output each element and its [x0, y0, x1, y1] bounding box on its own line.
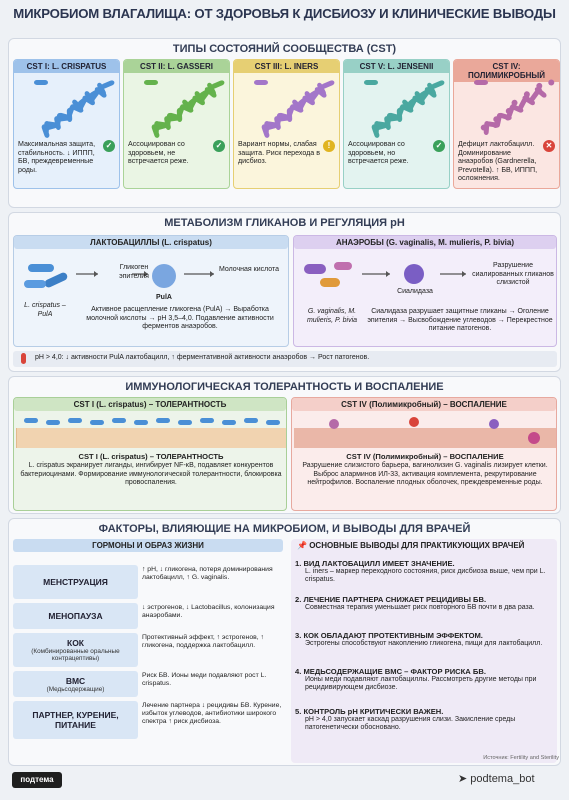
status-icon: !	[323, 140, 335, 152]
lacto-text: Активное расщепление гликогена (PulA) → Выработка молочной кислоты → pH 3,5–4,0. Подавление активности ферментов анаэробов.	[86, 306, 274, 331]
cst-panel	[8, 38, 561, 208]
factor-sub: (Комбинированные оральные контрацептивы)	[31, 648, 120, 662]
cst-title: ТИПЫ СОСТОЯНИЙ СООБЩЕСТВА (CST)	[172, 43, 397, 55]
conclusion-item	[295, 667, 557, 693]
conclusion-head: 4. МЕДЬСОДЕРЖАЩИЕ ВМС – ФАКТОР РИСКА БВ.	[295, 667, 486, 676]
factor-desc: ↑ pH, ↓ гликогена, потеря доминирования лактобацилл, ↑ G. vaginalis.	[142, 566, 273, 582]
destroy-label: Разрушение сиалированных гликанов слизистой	[472, 262, 554, 287]
immune-panel	[8, 376, 561, 514]
tolerance-sub: CST I (L. crispatus) – ТОЛЕРАНТНОСТЬ	[78, 452, 224, 461]
anaerobes-icon	[304, 262, 352, 287]
ph-note-text: pH > 4,0: ↓ активности PulA лактобацилл, ↑ ферментативной активности анаэробов → Рост патогенов.	[35, 354, 370, 361]
pula-label: PulA	[156, 294, 172, 301]
conclusion-item	[295, 595, 557, 612]
conclusions-head-text: ОСНОВНЫЕ ВЫВОДЫ ДЛЯ ПРАКТИКУЮЩИХ ВРАЧЕЙ	[309, 541, 525, 550]
status-icon: ✓	[213, 140, 225, 152]
conclusion-item	[295, 559, 557, 585]
status-icon: ✓	[103, 140, 115, 152]
bacteria-cluster-icon	[454, 74, 560, 138]
cst-card	[233, 59, 340, 189]
cst-card-label: CST III: L. INERS	[234, 60, 339, 73]
factor-name-box	[13, 565, 138, 599]
thermometer-icon	[21, 353, 26, 364]
bacteria-cluster-icon	[14, 74, 120, 138]
factor-name-box	[13, 633, 138, 667]
tolerance-box	[13, 397, 287, 511]
footer-bot[interactable]	[458, 772, 562, 785]
footer-bot-text: podtema_bot	[470, 773, 535, 785]
cst-card-text: Максимальная защита, стабильность. ↓ ИППП, БВ, преждевременные роды.	[18, 140, 96, 174]
lacto-head: ЛАКТОБАЦИЛЛЫ (L. crispatus)	[14, 236, 288, 249]
factors-title: ФАКТОРЫ, ВЛИЯЮЩИЕ НА МИКРОБИОМ, И ВЫВОДЫ ДЛЯ ВРАЧЕЙ	[98, 523, 471, 535]
cst-card-text: Ассоциирован со здоровьем, не встречается реже.	[128, 140, 189, 165]
cst-card-text: Вариант нормы, слабая защита. Риск перехода в дисбиоз.	[238, 140, 320, 165]
inflam-head: CST IV (Полимикробный) – ВОСПАЛЕНИЕ	[292, 398, 556, 411]
factor-name: ВМС	[65, 675, 86, 686]
bact-label: G. vaginalis, M. mulieris, P. bivia	[306, 308, 358, 324]
cst-card-label: CST I: L. CRISPATUS	[14, 60, 119, 73]
cst-card	[13, 59, 120, 189]
factor-name-box	[13, 701, 138, 739]
factors-panel	[8, 518, 561, 766]
inflam-sub: CST IV (Полимикробный) – ВОСПАЛЕНИЕ	[346, 452, 504, 461]
anaer-box	[293, 235, 557, 347]
bacteria-cluster-icon	[124, 74, 230, 138]
lactic-label: Молочная кислота	[218, 266, 280, 273]
conclusion-body: pH > 4,0 запускает каскад разрушения слизи. Закисление среды патогенетически обосновано.	[305, 716, 516, 732]
conclusion-head: 2. ЛЕЧЕНИЕ ПАРТНЕРА СНИЖАЕТ РЕЦИДИВЫ БВ.	[295, 595, 487, 604]
inflam-text: Разрушение слизистого барьера, вагинолизин G. vaginalis лизирует клетки. Выброс аларминов ИЛ-33, активация комплемента, рекрутирование нейтрофилов. Воспаление плодных оболочек, преждевременные роды.	[302, 462, 548, 487]
factor-name: МЕНСТРУАЦИЯ	[43, 577, 108, 587]
factor-name: МЕНОПАУЗА	[48, 611, 103, 621]
metab-title: МЕТАБОЛИЗМ ГЛИКАНОВ И РЕГУЛЯЦИЯ pH	[164, 217, 405, 229]
pin-icon: 📌	[297, 541, 307, 550]
epithelium-inflamed	[294, 414, 556, 448]
epithelium-healthy	[16, 414, 286, 448]
cst-card-text: Дефицит лактобацилл. Доминирование анаэробов (Gardnerella, Prevotella). ↑ БВ, ИППП, осложнения.	[458, 140, 538, 182]
telegram-icon: ➤	[458, 773, 468, 785]
status-icon: ✓	[433, 140, 445, 152]
factor-sub: (Медьсодержащие)	[46, 685, 105, 693]
sialidase-icon	[404, 264, 424, 284]
cst-card	[123, 59, 230, 189]
cst-card-text: Ассоциирован со здоровьем, но встречается реже.	[348, 140, 409, 165]
immune-title: ИММУНОЛОГИЧЕСКАЯ ТОЛЕРАНТНОСТЬ И ВОСПАЛЕНИЕ	[125, 381, 444, 393]
conclusions-head	[291, 539, 557, 552]
lacto-box	[13, 235, 289, 347]
cst-card	[453, 59, 560, 189]
page-title: МИКРОБИОМ ВЛАГАЛИЩА: ОТ ЗДОРОВЬЯ К ДИСБИОЗУ И КЛИНИЧЕСКИЕ ВЫВОДЫ	[13, 6, 556, 21]
footer-logo[interactable]: подтема	[12, 772, 62, 788]
conclusion-item	[295, 707, 557, 733]
bacteria-cluster-icon	[234, 74, 340, 138]
bacteria-cluster-icon	[344, 74, 450, 138]
factor-desc: ↓ эстрогенов, ↓ Lactobacillus, колонизация анаэробами.	[142, 604, 275, 620]
factor-name-box	[13, 671, 138, 697]
factor-name: КОК	[67, 638, 84, 648]
status-icon: ✕	[543, 140, 555, 152]
conclusion-head: 1. ВИД ЛАКТОБАЦИЛЛ ИМЕЕТ ЗНАЧЕНИЕ.	[295, 559, 455, 568]
hormones-head: ГОРМОНЫ И ОБРАЗ ЖИЗНИ	[13, 539, 283, 552]
lcrisp-label: L. crispatus – PulA	[24, 302, 66, 318]
conclusion-body: Ионы меди подавляют лактобациллы. Рассмотреть другие методы при рецидивирующем дисбиозе.	[305, 676, 537, 692]
anaer-text: Сиалидаза разрушает защитные гликаны → Оголение эпителия → Высвобождение углеводов → Перекрестное питание патогенов.	[367, 308, 553, 333]
cst-card	[343, 59, 450, 189]
inflam-box	[291, 397, 557, 511]
factor-desc: Протективный эффект, ↑ эстрогенов, ↑ гликогена, поддержка лактобацилл.	[142, 634, 264, 650]
conclusion-body: Совместная терапия уменьшает риск повторного БВ почти в два раза.	[305, 604, 535, 611]
cst-card-label: CST IV: ПОЛИМИКРОБНЫЙ	[454, 60, 559, 82]
tolerance-head: CST I (L. crispatus) – ТОЛЕРАНТНОСТЬ	[14, 398, 286, 411]
ph-note	[13, 351, 557, 367]
conclusion-item	[295, 631, 557, 648]
anaer-head: АНАЭРОБЫ (G. vaginalis, M. mulieris, P. bivia)	[294, 236, 556, 249]
factor-name: ПАРТНЕР, КУРЕНИЕ, ПИТАНИЕ	[32, 710, 119, 730]
conclusion-body: L. iners – маркер переходного состояния, риск дисбиоза выше, чем при L. crispatus.	[305, 568, 546, 584]
factor-desc: Лечение партнера ↓ рецидивы БВ. Курение, избыток углеводов, антибиотики широкого спектра ↑ риск дисбиоза.	[142, 702, 282, 726]
conclusion-head: 5. КОНТРОЛЬ pH КРИТИЧЕСКИ ВАЖЕН.	[295, 707, 444, 716]
factor-name-box	[13, 603, 138, 629]
factor-desc: Риск БВ. Ионы меди подавляют рост L. crispatus.	[142, 672, 267, 688]
metab-panel	[8, 212, 561, 372]
sial-label: Сиалидаза	[397, 288, 433, 295]
tolerance-text: L. crispatus экранирует лиганды, ингибирует NF-κB, подавляет конкурентов бактериоцинами. Формирование иммунологической толерантности, блокировка провоспаления.	[20, 462, 282, 487]
lactobacilli-icon	[24, 264, 69, 289]
glycogen-label: Гликоген эпителия	[119, 264, 149, 280]
conclusion-body: Эстрогены способствуют накоплению гликогена, пищи для лактобацилл.	[305, 640, 543, 647]
cst-card-label: CST II: L. GASSERI	[124, 60, 229, 73]
cst-card-label: CST V: L. JENSENII	[344, 60, 449, 73]
cst-cards	[13, 59, 556, 189]
conclusion-head: 3. КОК ОБЛАДАЮТ ПРОТЕКТИВНЫМ ЭФФЕКТОМ.	[295, 631, 483, 640]
source-text: Источник: Fertility and Sterility	[483, 755, 559, 761]
